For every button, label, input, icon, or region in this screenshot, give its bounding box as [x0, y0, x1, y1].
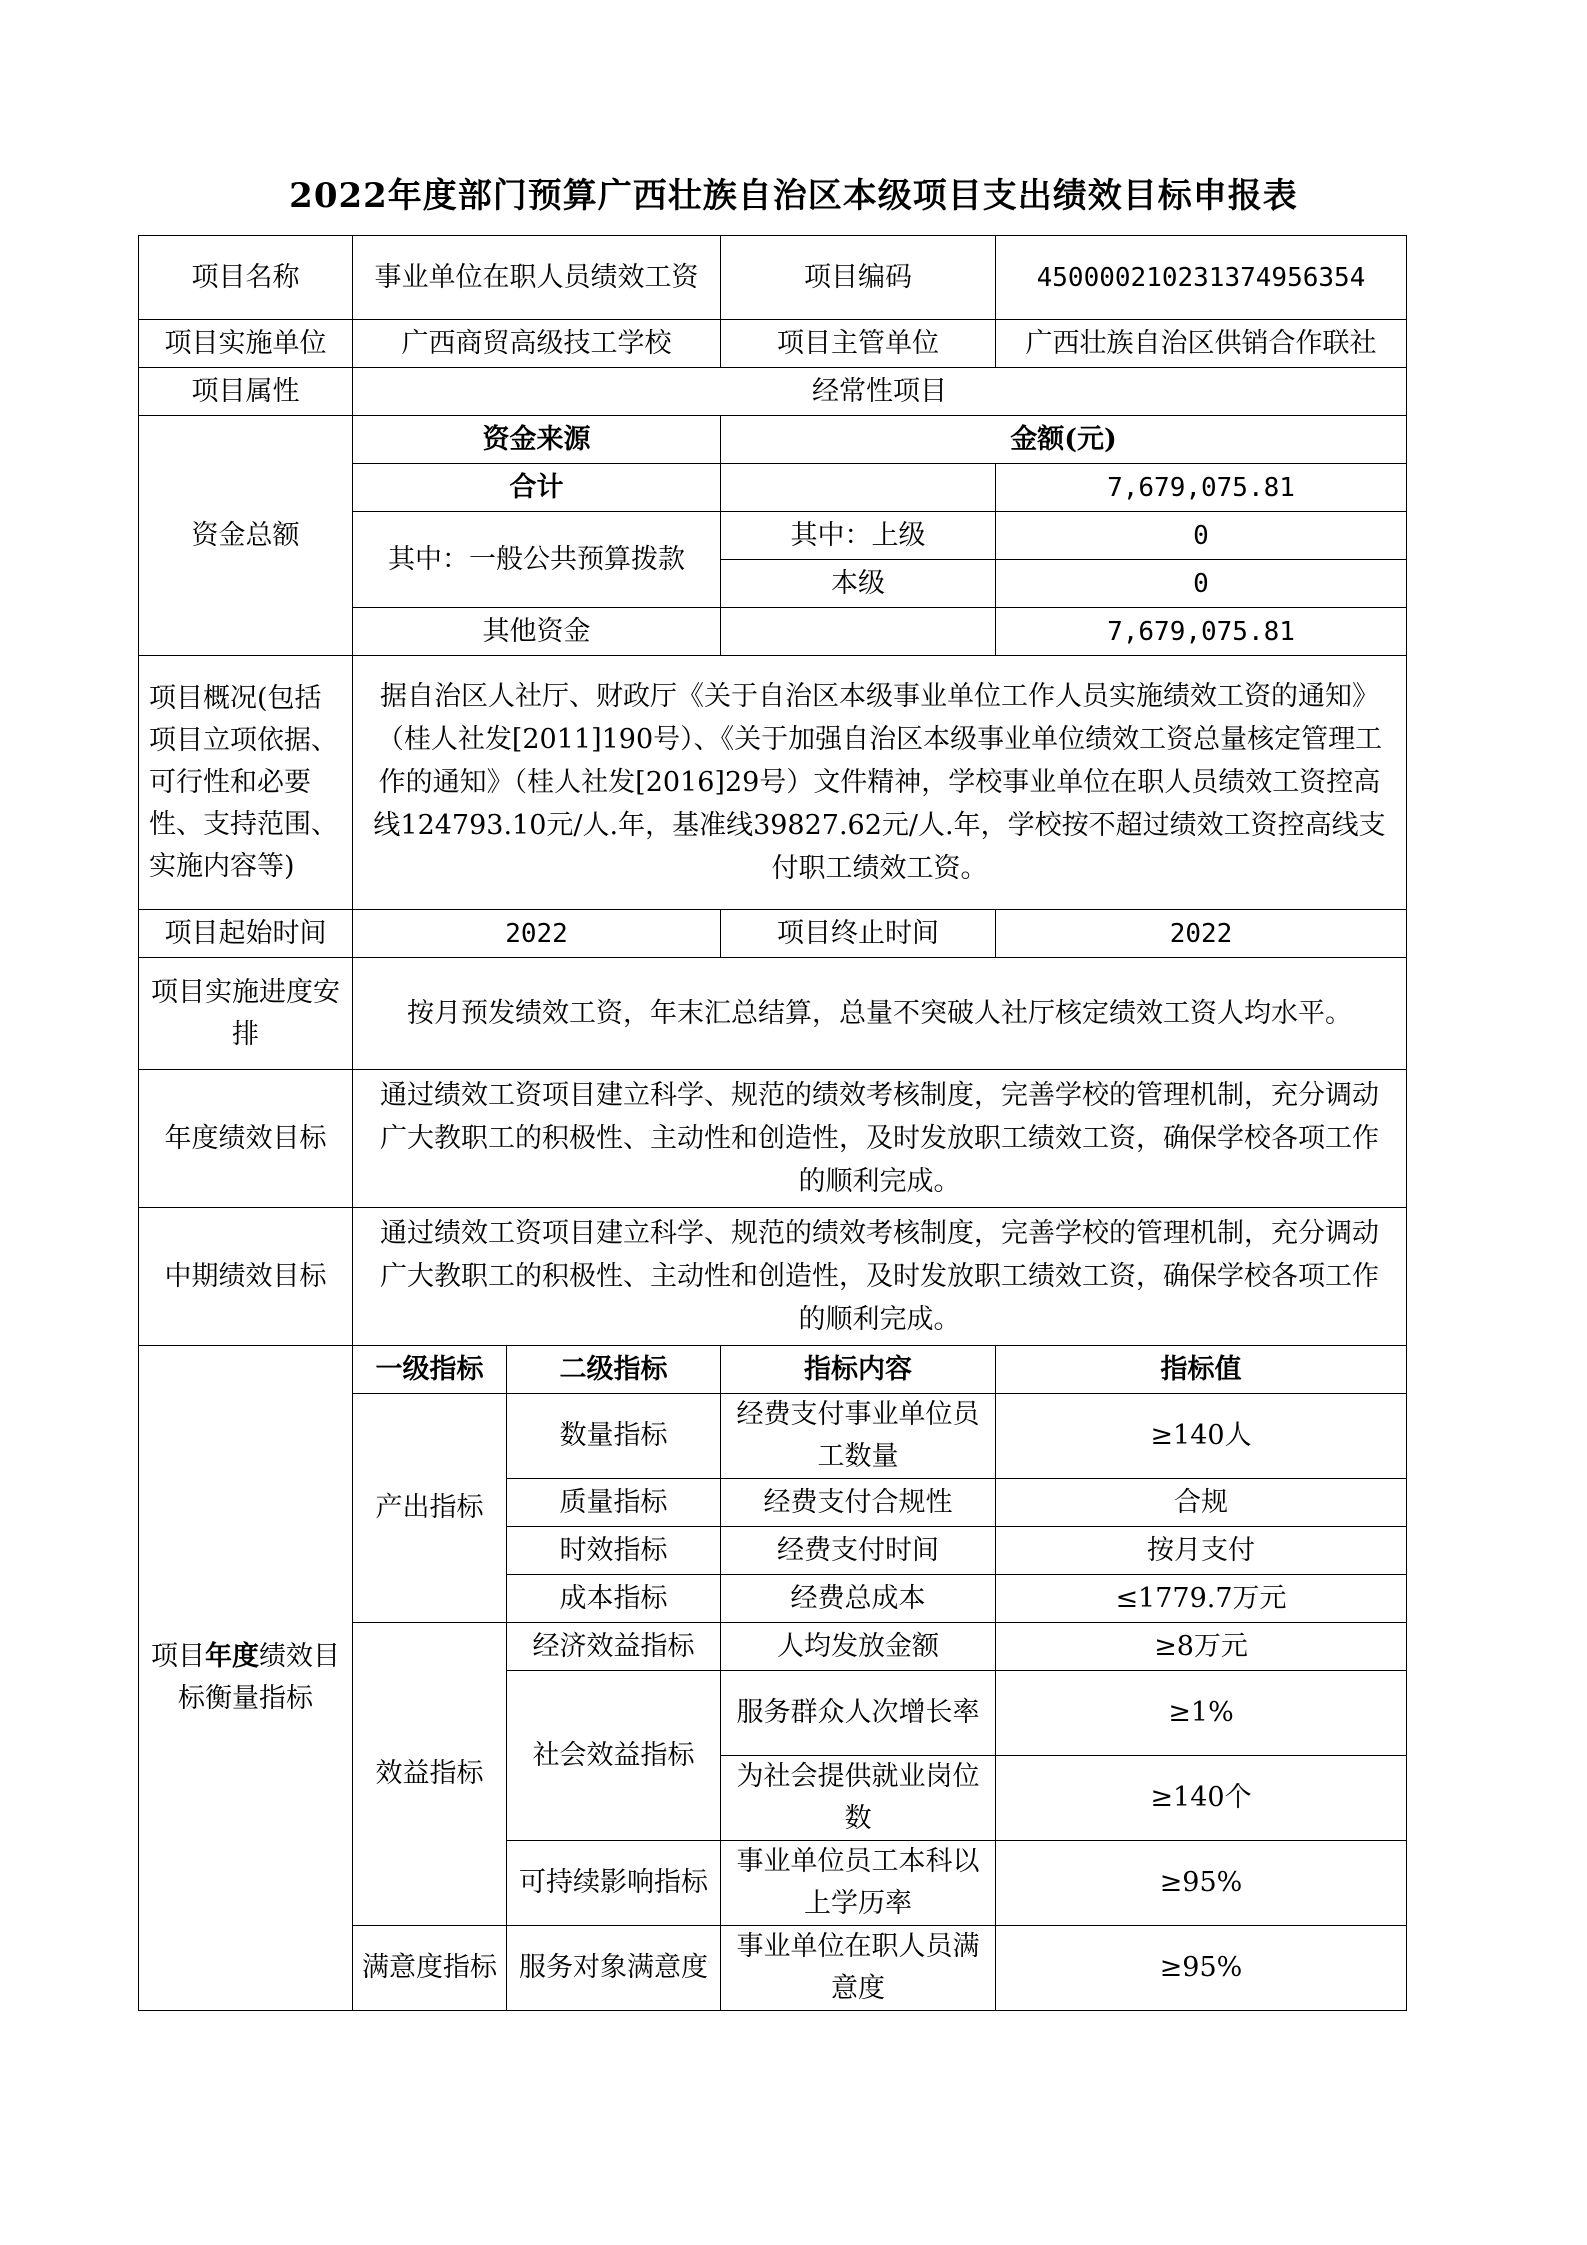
funds-other-label: 其他资金	[353, 608, 721, 656]
funds-source-header: 资金来源	[353, 416, 721, 464]
satisfaction-content: 事业单位在职人员满意度	[721, 1926, 996, 2011]
funds-superior-value: 0	[996, 512, 1407, 560]
schedule-label: 项目实施进度安排	[139, 958, 353, 1070]
output-level2: 数量指标	[507, 1394, 721, 1479]
output-content: 经费总成本	[721, 1575, 996, 1623]
benefit-indicator-label: 效益指标	[353, 1623, 507, 1926]
output-content: 经费支付时间	[721, 1527, 996, 1575]
satisfaction-indicator-label: 满意度指标	[353, 1926, 507, 2011]
page-title: 2022年度部门预算广西壮族自治区本级项目支出绩效目标申报表	[289, 176, 1298, 216]
output-level2: 时效指标	[507, 1527, 721, 1575]
attribute-label: 项目属性	[139, 368, 353, 416]
end-time-value: 2022	[996, 910, 1407, 958]
output-indicator-label: 产出指标	[353, 1394, 507, 1623]
benefit-economic-level2: 经济效益指标	[507, 1623, 721, 1671]
output-content: 经费支付事业单位员工数量	[721, 1394, 996, 1479]
overview-text: 据自治区人社厅、财政厅《关于自治区本级事业单位工作人员实施绩效工资的通知》（桂人社发[2011]190号）、《关于加强自治区本级事业单位绩效工资总量核定管理工作的通知》（桂人社发[2016]29号）文件精神，学校事业单位在职人员绩效工资控高线124793.10元/人.年，基准线39827.62元/人.年，学校按不超过绩效工资控高线支付职工绩效工资。	[353, 656, 1407, 910]
benefit-sustainable-content: 事业单位员工本科以上学历率	[721, 1841, 996, 1926]
funds-other-spacer	[721, 608, 996, 656]
output-value: 合规	[996, 1479, 1407, 1527]
funds-amount-header: 金额(元)	[721, 416, 1407, 464]
benefit-sustainable-level2: 可持续影响指标	[507, 1841, 721, 1926]
output-level2: 质量指标	[507, 1479, 721, 1527]
header-level1: 一级指标	[353, 1346, 507, 1394]
funds-total-value: 7,679,075.81	[996, 464, 1407, 512]
benefit-social-content: 服务群众人次增长率	[721, 1671, 996, 1756]
end-time-label: 项目终止时间	[721, 910, 996, 958]
supervisor-label: 项目主管单位	[721, 320, 996, 368]
start-time-label: 项目起始时间	[139, 910, 353, 958]
indicators-label-suffix: 绩效目标衡量指标	[178, 1641, 340, 1714]
project-name-value: 事业单位在职人员绩效工资	[353, 236, 721, 320]
performance-target-table	[138, 235, 1407, 2011]
indicators-label	[139, 1346, 353, 2011]
funds-total-spacer	[721, 464, 996, 512]
output-value: 按月支付	[996, 1527, 1407, 1575]
benefit-economic-value: ≥8万元	[996, 1623, 1407, 1671]
schedule-text: 按月预发绩效工资，年末汇总结算，总量不突破人社厅核定绩效工资人均水平。	[353, 958, 1407, 1070]
indicators-label-bold: 年度	[205, 1641, 259, 1672]
benefit-economic-content: 人均发放金额	[721, 1623, 996, 1671]
project-name-label: 项目名称	[139, 236, 353, 320]
funds-local-label: 本级	[721, 560, 996, 608]
header-content: 指标内容	[721, 1346, 996, 1394]
funds-superior-label: 其中：上级	[721, 512, 996, 560]
indicators-label-prefix: 项目	[151, 1641, 205, 1672]
project-code-value: 450000210231374956354	[996, 236, 1407, 320]
header-level2: 二级指标	[507, 1346, 721, 1394]
output-content: 经费支付合规性	[721, 1479, 996, 1527]
output-value: ≤1779.7万元	[996, 1575, 1407, 1623]
project-code-label: 项目编码	[721, 236, 996, 320]
funds-total-label: 合计	[353, 464, 721, 512]
funds-label: 资金总额	[139, 416, 353, 656]
mid-goal-text: 通过绩效工资项目建立科学、规范的绩效考核制度，完善学校的管理机制，充分调动广大教职工的积极性、主动性和创造性，及时发放职工绩效工资，确保学校各项工作的顺利完成。	[353, 1208, 1407, 1346]
satisfaction-value: ≥95%	[996, 1926, 1407, 2011]
funds-general-budget-label: 其中：一般公共预算拨款	[353, 512, 721, 608]
header-value: 指标值	[996, 1346, 1407, 1394]
mid-goal-label: 中期绩效目标	[139, 1208, 353, 1346]
overview-label: 项目概况(包括项目立项依据、可行性和必要性、支持范围、实施内容等)	[139, 656, 353, 910]
annual-goal-label: 年度绩效目标	[139, 1070, 353, 1208]
output-value: ≥140人	[996, 1394, 1407, 1479]
benefit-social-value: ≥1%	[996, 1671, 1407, 1756]
benefit-social-label: 社会效益指标	[507, 1671, 721, 1841]
start-time-value: 2022	[353, 910, 721, 958]
benefit-social-content: 为社会提供就业岗位数	[721, 1756, 996, 1841]
output-level2: 成本指标	[507, 1575, 721, 1623]
benefit-sustainable-value: ≥95%	[996, 1841, 1407, 1926]
satisfaction-level2: 服务对象满意度	[507, 1926, 721, 2011]
impl-unit-label: 项目实施单位	[139, 320, 353, 368]
funds-local-value: 0	[996, 560, 1407, 608]
funds-other-value: 7,679,075.81	[996, 608, 1407, 656]
annual-goal-text: 通过绩效工资项目建立科学、规范的绩效考核制度，完善学校的管理机制，充分调动广大教职工的积极性、主动性和创造性，及时发放职工绩效工资，确保学校各项工作的顺利完成。	[353, 1070, 1407, 1208]
benefit-social-value: ≥140个	[996, 1756, 1407, 1841]
attribute-value: 经常性项目	[353, 368, 1407, 416]
supervisor-value: 广西壮族自治区供销合作联社	[996, 320, 1407, 368]
impl-unit-value: 广西商贸高级技工学校	[353, 320, 721, 368]
